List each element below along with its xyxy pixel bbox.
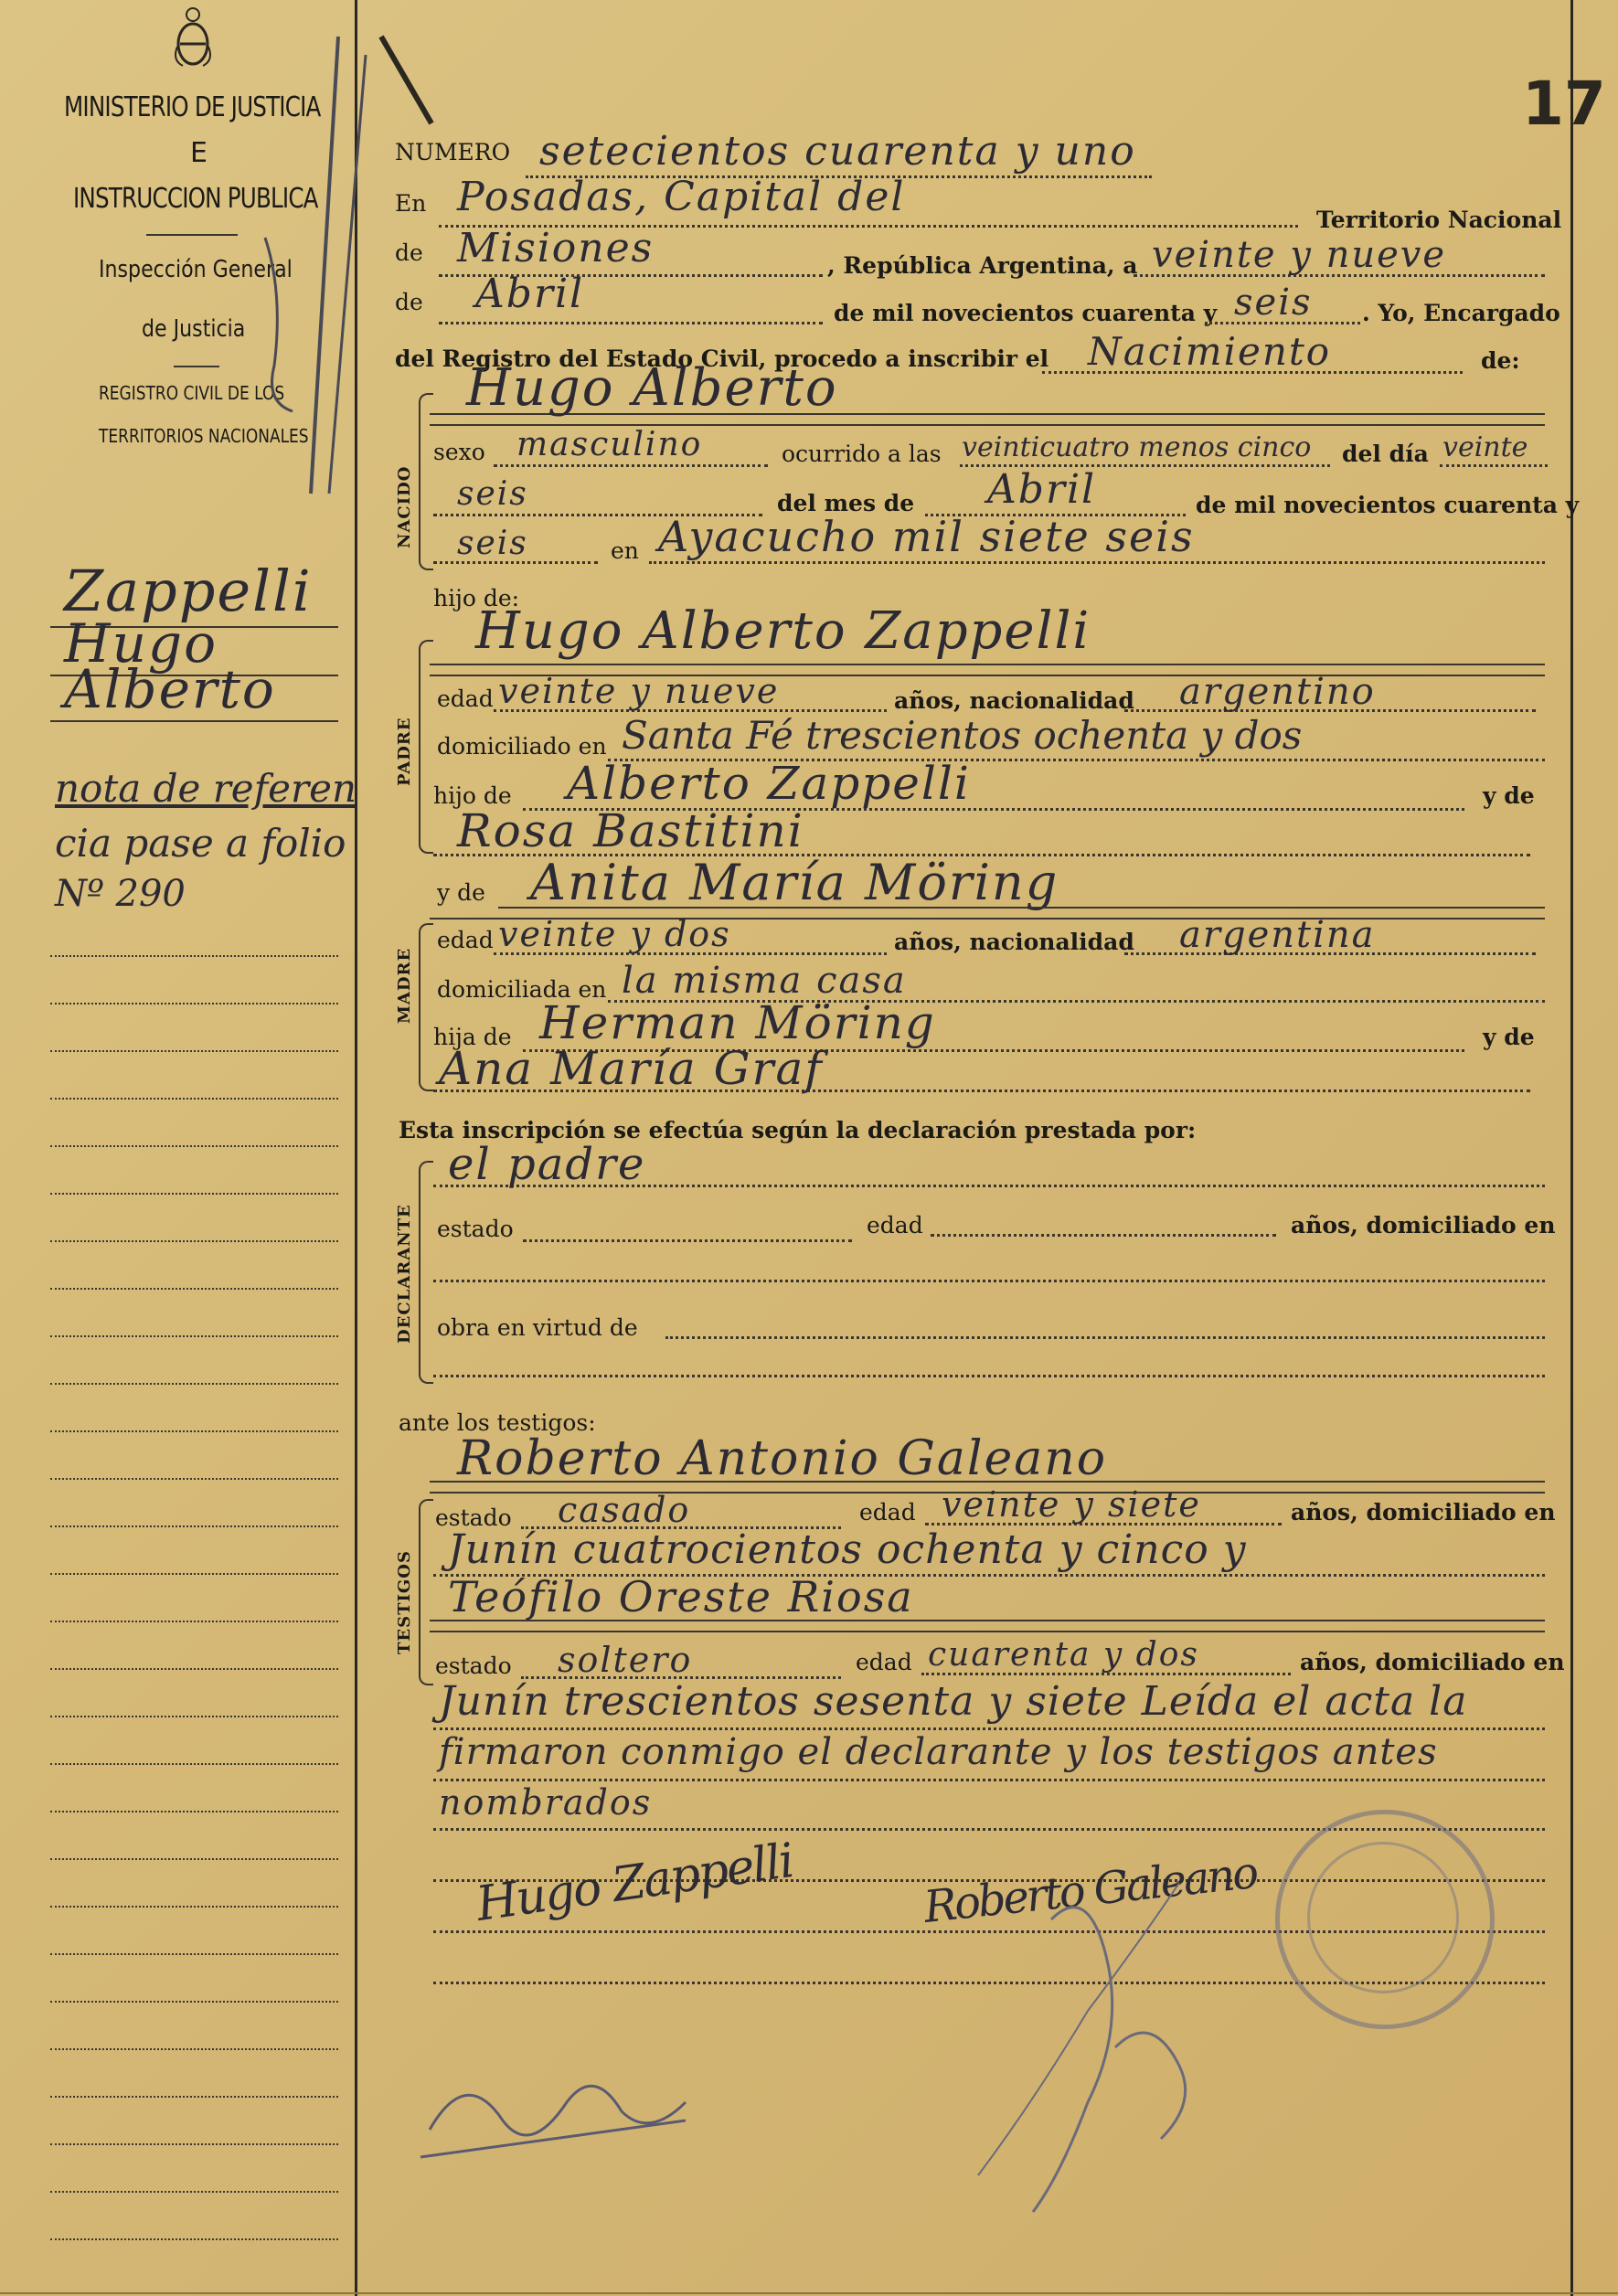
padre-nacionalidad-value: argentino (1179, 671, 1376, 713)
testigo2-estado-label: estado (435, 1653, 512, 1679)
ministry-line-2: E (190, 137, 208, 169)
de-colon-label: de: (1481, 347, 1520, 374)
madre-domicilio-value: la misma casa (622, 960, 907, 1002)
testigo1-edad-label: edad (859, 1499, 916, 1525)
fill-line (649, 561, 1545, 564)
margin-ruled-line (50, 1668, 338, 1670)
margin-ruled-line (50, 2048, 338, 2050)
official-seal-stamp (1275, 1810, 1495, 2029)
declarante-section-label: DECLARANTE (395, 1204, 414, 1344)
nacido-en-label: en (611, 537, 639, 564)
section-line (430, 664, 1545, 665)
mil-label: de mil novecientos cuarenta y (834, 300, 1218, 326)
mes-value: Abril (475, 271, 585, 317)
margin-ruled-line (50, 2096, 338, 2098)
fill-line (931, 1234, 1276, 1237)
header-divider-2 (174, 366, 219, 367)
margin-note-3: Nº 290 (55, 873, 186, 915)
abuela-materna-value: Ana María Graf (439, 1042, 824, 1095)
margin-ruled-line (50, 1716, 338, 1717)
cierre-linea-2: nombrados (439, 1782, 653, 1823)
dia-value: veinte y nueve (1152, 234, 1447, 276)
en-value: Posadas, Capital del (457, 174, 906, 220)
sexo-label: sexo (433, 439, 485, 465)
margin-surname: Zappelli (64, 558, 313, 624)
fill-line (523, 1239, 852, 1242)
margin-ruled-line (50, 1811, 338, 1812)
declarante-bracket (419, 1161, 433, 1384)
header-divider (146, 234, 238, 236)
del-mes-label: del mes de (777, 490, 915, 516)
testigo2-domicilio-value: Junín trescientos sesenta y siete Leída el acta la (439, 1678, 1468, 1725)
madre-nacionalidad-value: argentina (1179, 914, 1376, 956)
dia-value-1: veinte (1442, 431, 1528, 463)
inspection-line-2: de Justicia (142, 315, 246, 343)
margin-given-1: Hugo (64, 612, 218, 675)
margin-ruled-line (50, 1003, 338, 1004)
margin-ruled-line (50, 1050, 338, 1052)
testigo1-domicilio-value: Junín cuatrocientos ochenta y cinco y (448, 1526, 1247, 1573)
registro-label: del Registro del Estado Civil, procedo a inscribir el (395, 345, 1049, 372)
margin-ruled-line (50, 1953, 338, 1955)
madre-section-label: MADRE (395, 947, 414, 1024)
nacido-bracket (419, 393, 433, 570)
registry-line-2: TERRITORIOS NACIONALES (99, 425, 309, 447)
margin-ruled-line (50, 1573, 338, 1575)
sexo-value: masculino (516, 426, 703, 463)
testigo1-edad-value: veinte y siete (942, 1484, 1201, 1525)
margin-ruled-line (50, 1621, 338, 1622)
section-line (430, 1620, 1545, 1621)
margin-ruled-line (50, 1193, 338, 1195)
obra-label: obra en virtud de (437, 1314, 638, 1341)
margin-ruled-line (50, 1335, 338, 1337)
madre-edad-value: veinte y dos (498, 914, 731, 954)
margin-ruled-line (50, 1240, 338, 1242)
padre-domicilio-value: Santa Fé trescientos ochenta y dos (622, 713, 1303, 758)
margin-note-1: nota de referen (55, 766, 357, 811)
padre-yde-label: y de (1483, 782, 1535, 809)
section-line (430, 1481, 1545, 1483)
testigo2-anios-label: años, domiciliado en (1300, 1649, 1565, 1675)
testigos-bracket (419, 1499, 433, 1685)
inspection-line-1: Inspección General (99, 256, 293, 283)
padre-hijo-label: hijo de (433, 782, 512, 809)
en-label: En (395, 190, 427, 217)
testigo1-anios-label: años, domiciliado en (1291, 1499, 1556, 1525)
nacido-anio-value: seis (457, 525, 528, 562)
margin-ruled-line (50, 1525, 338, 1527)
fill-line (433, 1779, 1545, 1781)
testigo1-nombre-value: Roberto Antonio Galeano (457, 1431, 1108, 1486)
declarante-anios-label: años, domiciliado en (1291, 1212, 1556, 1238)
seal-inner-ring (1307, 1842, 1459, 1993)
nacido-mil-label: de mil novecientos cuarenta y (1196, 492, 1580, 518)
madre-anios-label: años, nacionalidad (894, 929, 1134, 955)
margin-ruled-line (50, 1430, 338, 1432)
madre-yde2-label: y de (1483, 1024, 1535, 1050)
territorio-label: Territorio Nacional (1316, 207, 1562, 233)
margin-given-2: Alberto (64, 658, 276, 720)
fill-line (494, 464, 768, 467)
fill-line (433, 1375, 1545, 1377)
nombre-value: Hugo Alberto (466, 358, 838, 418)
firma-declarante: Hugo Zappelli (473, 1834, 796, 1932)
abuelo-paterno-value: Alberto Zappelli (567, 757, 971, 810)
padre-section-label: PADRE (395, 717, 414, 786)
margin-ruled-line (50, 1383, 338, 1385)
section-line (498, 907, 1545, 909)
testigos-section-label: TESTIGOS (395, 1550, 414, 1654)
hijo-de-label: hijo de: (433, 585, 520, 611)
margin-ruled-line (50, 1145, 338, 1147)
declarante-estado-label: estado (437, 1216, 514, 1242)
pen-slash-marks (229, 18, 375, 512)
ministry-line-1: MINISTERIO DE JUSTICIA (64, 91, 321, 123)
margin-ruled-line (50, 1763, 338, 1765)
section-line (430, 1631, 1545, 1632)
madre-bracket (419, 923, 433, 1091)
coat-of-arms-icon (170, 5, 216, 69)
margin-ruled-line (50, 1478, 338, 1480)
margin-ruled-line (50, 2001, 338, 2003)
margin-ruled-line (50, 1858, 338, 1860)
hora-value: veinticuatro menos cinco (962, 431, 1312, 463)
territorio-value: Misiones (457, 225, 655, 271)
testigo2-edad-value: cuarenta y dos (928, 1636, 1199, 1674)
margin-ruled-line (50, 955, 338, 957)
anio-value: seis (1234, 282, 1313, 324)
cierre-linea-1: firmaron conmigo el declarante y los testigos antes (439, 1731, 1438, 1773)
ministry-line-3: INSTRUCCION PUBLICA (73, 183, 318, 215)
registry-line-1: REGISTRO CIVIL DE LOS (99, 382, 285, 404)
numero-label: NUMERO (395, 139, 511, 165)
padre-bracket (419, 640, 433, 854)
page-number: 17 (1522, 69, 1606, 139)
nacido-section-label: NACIDO (395, 465, 414, 548)
acto-value: Nacimiento (1088, 329, 1332, 374)
padre-nombre-value: Hugo Alberto Zappelli (475, 601, 1091, 661)
right-column-border (1570, 0, 1573, 2296)
abuela-paterna-value: Rosa Bastitini (457, 804, 804, 857)
nacido-mes-value: Abril (987, 466, 1097, 513)
declarante-nombre-value: el padre (448, 1139, 646, 1190)
declarante-edad-label: edad (867, 1212, 923, 1238)
testigos-intro: ante los testigos: (399, 1409, 596, 1436)
margin-ruled-line (50, 1906, 338, 1908)
margin-ruled-line (50, 2238, 338, 2240)
testigo2-edad-label: edad (856, 1649, 912, 1675)
yo-label: . Yo, Encargado (1362, 300, 1560, 326)
numero-value: setecientos cuarenta y uno (539, 128, 1136, 175)
padre-anios-label: años, nacionalidad (894, 687, 1134, 714)
madre-hija-label: hija de (433, 1024, 512, 1050)
de-label: de (395, 239, 423, 266)
fill-line (433, 1280, 1545, 1282)
madre-domicilio-label: domiciliada en (437, 976, 607, 1003)
republica-label: , República Argentina, a (827, 252, 1138, 279)
testigo1-estado-label: estado (435, 1504, 512, 1531)
dia-value-2: seis (457, 475, 528, 513)
corner-pen-mark (377, 32, 450, 133)
del-dia-label: del día (1342, 441, 1429, 467)
lugar-value: Ayacucho mil siete seis (658, 512, 1195, 561)
padre-edad-label: edad (437, 686, 494, 712)
ocurrido-label: ocurrido a las (782, 441, 942, 467)
margin-ruled-line (50, 2143, 338, 2145)
margin-ruled-line (50, 1098, 338, 1100)
firma-testigo: Roberto Galeano (921, 1847, 1259, 1933)
abuelo-materno-value: Herman Möring (539, 996, 936, 1049)
testigo1-estado-value: casado (558, 1490, 691, 1530)
madre-yde-label: y de (437, 879, 485, 906)
fill-line (439, 322, 823, 324)
testigo2-nombre-value: Teófilo Oreste Riosa (448, 1572, 914, 1621)
padre-edad-value: veinte y nueve (498, 671, 780, 711)
de-label-2: de (395, 289, 423, 315)
padre-domicilio-label: domiciliado en (437, 733, 607, 760)
fill-line (1440, 464, 1548, 467)
margin-ruled-line (50, 2191, 338, 2193)
bottom-edge (0, 2292, 1618, 2294)
madre-nombre-value: Anita María Möring (530, 854, 1059, 911)
margin-line (50, 720, 338, 722)
margin-ruled-line (50, 1288, 338, 1290)
fill-line (665, 1336, 1545, 1339)
declarante-intro: Esta inscripción se efectúa según la declaración prestada por: (399, 1117, 1197, 1143)
fill-line (433, 1727, 1545, 1730)
madre-edad-label: edad (437, 927, 494, 953)
margin-note-2: cia pase a folio (55, 821, 346, 866)
testigo2-estado-value: soltero (558, 1640, 693, 1680)
